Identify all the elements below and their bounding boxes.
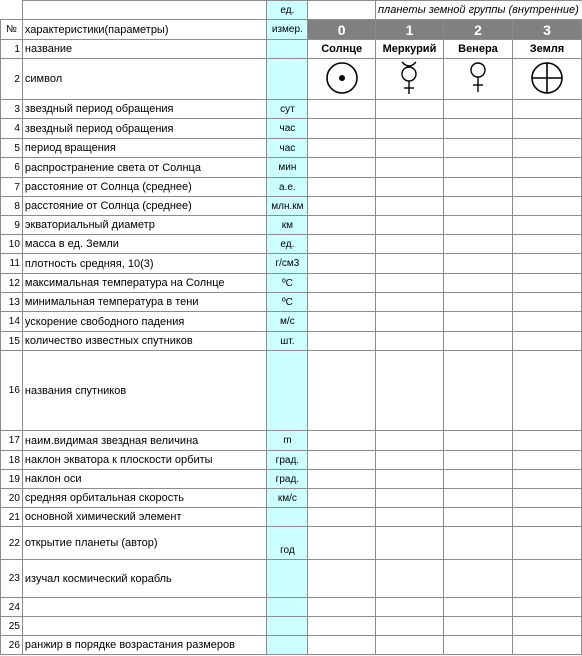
- row-unit[interactable]: град.: [267, 451, 308, 470]
- num-header[interactable]: №: [1, 20, 23, 40]
- data-cell[interactable]: [308, 617, 376, 636]
- mercury-symbol-cell[interactable]: [375, 59, 443, 100]
- data-cell[interactable]: [308, 489, 376, 508]
- row-number: 1: [1, 40, 23, 59]
- data-cell[interactable]: [443, 100, 512, 119]
- data-cell[interactable]: [308, 508, 376, 527]
- data-cell[interactable]: [308, 178, 376, 197]
- row-unit[interactable]: млн.км: [267, 197, 308, 216]
- data-cell[interactable]: [375, 235, 443, 254]
- row-number: 8: [1, 197, 23, 216]
- row-number: 3: [1, 100, 23, 119]
- row-number: 16: [1, 351, 23, 431]
- data-cell[interactable]: [512, 139, 581, 158]
- row-unit[interactable]: км/с: [267, 489, 308, 508]
- data-cell[interactable]: [443, 351, 512, 431]
- row-number: 23: [1, 560, 23, 598]
- data-cell[interactable]: [443, 431, 512, 451]
- row-number: 15: [1, 332, 23, 351]
- data-cell[interactable]: [512, 470, 581, 489]
- data-cell[interactable]: [308, 636, 376, 655]
- data-cell[interactable]: [512, 431, 581, 451]
- row-label[interactable]: расстояние от Солнца (среднее): [22, 197, 267, 216]
- row-number: 25: [1, 617, 23, 636]
- row-label[interactable]: масса в ед. Земли: [22, 235, 267, 254]
- row-unit[interactable]: град.: [267, 470, 308, 489]
- data-cell[interactable]: [375, 158, 443, 178]
- data-cell[interactable]: [308, 312, 376, 332]
- row-unit[interactable]: шт.: [267, 332, 308, 351]
- data-cell[interactable]: [375, 100, 443, 119]
- data-cell[interactable]: [308, 216, 376, 235]
- row-label[interactable]: ранжир в порядке возрастания размеров: [22, 636, 267, 655]
- data-cell[interactable]: [443, 489, 512, 508]
- row-label[interactable]: минимальная температура в тени: [22, 293, 267, 312]
- data-cell[interactable]: [443, 527, 512, 560]
- data-cell[interactable]: [443, 119, 512, 139]
- data-cell[interactable]: [375, 139, 443, 158]
- col-index-2[interactable]: 2: [443, 20, 512, 40]
- row-unit[interactable]: час: [267, 139, 308, 158]
- data-cell[interactable]: [375, 598, 443, 617]
- row-label[interactable]: открытие планеты (автор): [22, 527, 267, 560]
- row-label[interactable]: средняя орбитальная скорость: [22, 489, 267, 508]
- row-unit[interactable]: год: [267, 527, 308, 560]
- row-unit[interactable]: г/см3: [267, 254, 308, 274]
- data-cell[interactable]: [443, 158, 512, 178]
- row-unit[interactable]: [267, 598, 308, 617]
- data-cell[interactable]: [443, 139, 512, 158]
- earth-symbol-icon: [527, 60, 567, 96]
- data-cell[interactable]: [443, 178, 512, 197]
- data-cell[interactable]: [512, 100, 581, 119]
- row-number: 24: [1, 598, 23, 617]
- data-cell[interactable]: [443, 254, 512, 274]
- venus-symbol-cell[interactable]: [443, 59, 512, 100]
- row-label[interactable]: распространение света от Солнца: [22, 158, 267, 178]
- row-label[interactable]: символ: [22, 59, 267, 100]
- row-label[interactable]: экваториальный диаметр: [22, 216, 267, 235]
- row-number: 10: [1, 235, 23, 254]
- col-index-0[interactable]: 0: [308, 20, 376, 40]
- data-cell[interactable]: [443, 636, 512, 655]
- row-unit[interactable]: ºС: [267, 274, 308, 293]
- data-cell[interactable]: [443, 470, 512, 489]
- row-number: 6: [1, 158, 23, 178]
- row-label[interactable]: наклон экватора к плоскости орбиты: [22, 451, 267, 470]
- row-label[interactable]: наклон оси: [22, 470, 267, 489]
- sun-symbol-cell[interactable]: [308, 59, 376, 100]
- data-cell[interactable]: [512, 216, 581, 235]
- row-unit[interactable]: m: [267, 431, 308, 451]
- data-cell[interactable]: [512, 451, 581, 470]
- planet-name-venus[interactable]: Венера: [443, 40, 512, 59]
- data-cell[interactable]: [375, 274, 443, 293]
- data-cell[interactable]: [308, 139, 376, 158]
- row-unit[interactable]: [267, 508, 308, 527]
- row-unit[interactable]: мин: [267, 158, 308, 178]
- data-cell[interactable]: [308, 293, 376, 312]
- data-cell[interactable]: [375, 636, 443, 655]
- group-title[interactable]: планеты земной группы (внутренние): [375, 1, 581, 20]
- data-cell[interactable]: [375, 451, 443, 470]
- data-cell[interactable]: [512, 598, 581, 617]
- mercury-symbol-icon: [394, 60, 424, 96]
- row-number: 26: [1, 636, 23, 655]
- data-cell[interactable]: [308, 451, 376, 470]
- data-cell[interactable]: [512, 560, 581, 598]
- data-cell[interactable]: [512, 527, 581, 560]
- data-cell[interactable]: [512, 508, 581, 527]
- data-cell[interactable]: [512, 351, 581, 431]
- earth-symbol-cell[interactable]: [512, 59, 581, 100]
- row-number: 9: [1, 216, 23, 235]
- row-label[interactable]: максимальная температура на Солнце: [22, 274, 267, 293]
- units-header[interactable]: измер.: [267, 20, 308, 40]
- data-cell[interactable]: [308, 332, 376, 351]
- data-cell[interactable]: [512, 274, 581, 293]
- row-unit[interactable]: ед.: [267, 235, 308, 254]
- data-cell[interactable]: [308, 235, 376, 254]
- data-cell[interactable]: [512, 158, 581, 178]
- data-cell[interactable]: [443, 598, 512, 617]
- data-cell[interactable]: [512, 235, 581, 254]
- data-cell[interactable]: [443, 293, 512, 312]
- row-number: 21: [1, 508, 23, 527]
- row-label[interactable]: название: [22, 40, 267, 59]
- empty-cell[interactable]: [22, 1, 267, 20]
- empty-cell[interactable]: [308, 1, 376, 20]
- row-label[interactable]: плотность средняя, 10(3): [22, 254, 267, 274]
- row-unit[interactable]: [267, 636, 308, 655]
- row-number: 12: [1, 274, 23, 293]
- row-number: 2: [1, 59, 23, 100]
- sun-symbol-icon: [322, 60, 362, 96]
- data-cell[interactable]: [443, 235, 512, 254]
- row-unit[interactable]: ºС: [267, 293, 308, 312]
- row-number: 13: [1, 293, 23, 312]
- data-cell[interactable]: [443, 451, 512, 470]
- data-cell[interactable]: [512, 197, 581, 216]
- empty-cell[interactable]: [1, 1, 23, 20]
- units-header-top[interactable]: ед.: [267, 1, 308, 20]
- data-cell[interactable]: [512, 293, 581, 312]
- data-cell[interactable]: [443, 508, 512, 527]
- row-unit[interactable]: [267, 351, 308, 431]
- row-unit[interactable]: сут: [267, 100, 308, 119]
- data-cell[interactable]: [375, 216, 443, 235]
- data-cell[interactable]: [308, 351, 376, 431]
- data-cell[interactable]: [443, 617, 512, 636]
- data-cell[interactable]: [443, 560, 512, 598]
- data-cell[interactable]: [375, 178, 443, 197]
- data-cell[interactable]: [443, 274, 512, 293]
- data-cell[interactable]: [308, 254, 376, 274]
- data-cell[interactable]: [308, 527, 376, 560]
- row-number: 11: [1, 254, 23, 274]
- row-label[interactable]: расстояние от Солнца (среднее): [22, 178, 267, 197]
- data-cell[interactable]: [308, 158, 376, 178]
- row-unit[interactable]: [267, 40, 308, 59]
- data-cell[interactable]: [375, 489, 443, 508]
- venus-symbol-icon: [463, 60, 493, 96]
- data-cell[interactable]: [308, 431, 376, 451]
- row-label[interactable]: количество известных спутников: [22, 332, 267, 351]
- row-unit[interactable]: [267, 560, 308, 598]
- col-index-3[interactable]: 3: [512, 20, 581, 40]
- data-cell[interactable]: [308, 560, 376, 598]
- row-unit[interactable]: [267, 59, 308, 100]
- data-cell[interactable]: [375, 332, 443, 351]
- data-cell[interactable]: [443, 197, 512, 216]
- data-cell[interactable]: [512, 636, 581, 655]
- row-label[interactable]: ускорение свободного падения: [22, 312, 267, 332]
- data-cell[interactable]: [512, 254, 581, 274]
- row-label[interactable]: названия спутников: [22, 351, 267, 431]
- data-cell[interactable]: [512, 312, 581, 332]
- planet-name-sun[interactable]: Солнце: [308, 40, 376, 59]
- data-cell[interactable]: [375, 470, 443, 489]
- row-label[interactable]: [22, 617, 267, 636]
- data-cell[interactable]: [443, 312, 512, 332]
- row-number: 18: [1, 451, 23, 470]
- data-cell[interactable]: [308, 274, 376, 293]
- col-index-1[interactable]: 1: [375, 20, 443, 40]
- data-cell[interactable]: [512, 332, 581, 351]
- row-number: 14: [1, 312, 23, 332]
- row-unit[interactable]: час: [267, 119, 308, 139]
- data-cell[interactable]: [512, 617, 581, 636]
- data-cell[interactable]: [375, 254, 443, 274]
- row-unit[interactable]: км: [267, 216, 308, 235]
- row-number: 5: [1, 139, 23, 158]
- row-label[interactable]: [22, 598, 267, 617]
- row-number: 19: [1, 470, 23, 489]
- data-cell[interactable]: [375, 197, 443, 216]
- row-number: 20: [1, 489, 23, 508]
- data-cell[interactable]: [375, 293, 443, 312]
- data-cell[interactable]: [308, 119, 376, 139]
- row-label[interactable]: наим.видимая звездная величина: [22, 431, 267, 451]
- row-unit[interactable]: а.е.: [267, 178, 308, 197]
- characteristics-header[interactable]: характеристики(параметры): [22, 20, 267, 40]
- data-cell[interactable]: [375, 351, 443, 431]
- data-cell[interactable]: [375, 431, 443, 451]
- data-cell[interactable]: [512, 489, 581, 508]
- data-cell[interactable]: [375, 617, 443, 636]
- data-cell[interactable]: [375, 119, 443, 139]
- data-cell[interactable]: [308, 100, 376, 119]
- row-number: 7: [1, 178, 23, 197]
- planet-name-mercury[interactable]: Меркурий: [375, 40, 443, 59]
- row-unit[interactable]: м/с: [267, 312, 308, 332]
- row-label[interactable]: звездный период обращения: [22, 100, 267, 119]
- data-cell[interactable]: [308, 470, 376, 489]
- row-label[interactable]: изучал космический корабль: [22, 560, 267, 598]
- row-label[interactable]: период вращения: [22, 139, 267, 158]
- row-unit[interactable]: [267, 617, 308, 636]
- row-number: 17: [1, 431, 23, 451]
- data-cell[interactable]: [443, 216, 512, 235]
- planet-name-earth[interactable]: Земля: [512, 40, 581, 59]
- row-number: 4: [1, 119, 23, 139]
- data-cell[interactable]: [375, 560, 443, 598]
- data-cell[interactable]: [308, 197, 376, 216]
- data-cell[interactable]: [512, 178, 581, 197]
- data-cell[interactable]: [308, 598, 376, 617]
- row-label[interactable]: основной химический элемент: [22, 508, 267, 527]
- row-label[interactable]: звездный период обращения: [22, 119, 267, 139]
- data-cell[interactable]: [443, 332, 512, 351]
- data-cell[interactable]: [375, 312, 443, 332]
- row-number: 22: [1, 527, 23, 560]
- data-cell[interactable]: [375, 527, 443, 560]
- data-cell[interactable]: [375, 508, 443, 527]
- data-cell[interactable]: [512, 119, 581, 139]
